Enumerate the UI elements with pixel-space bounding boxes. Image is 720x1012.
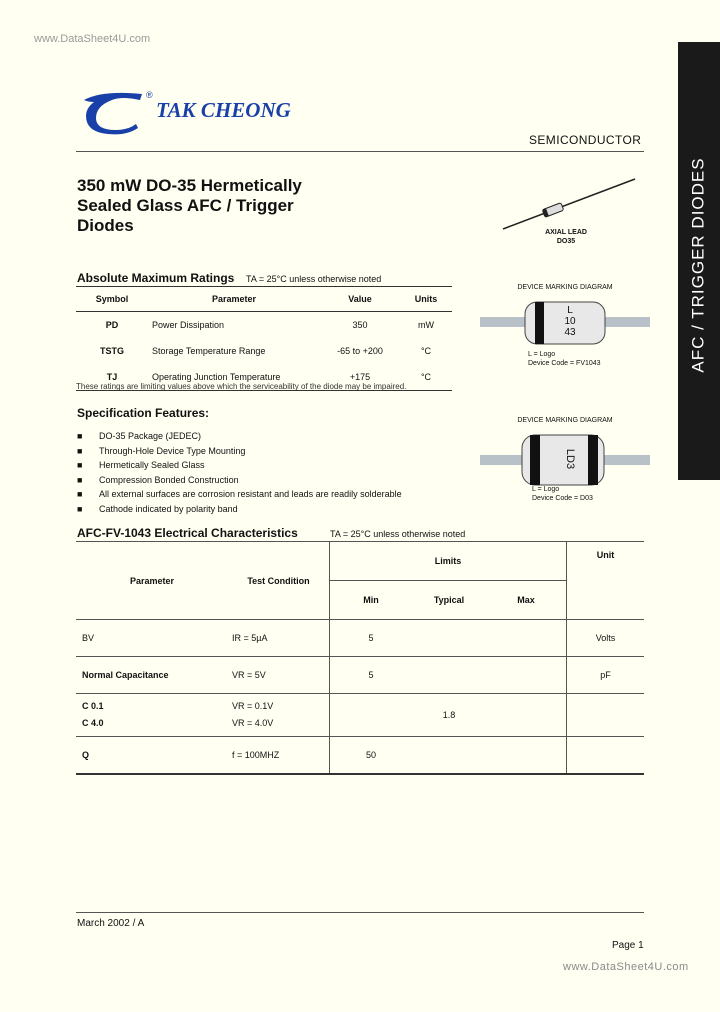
list-item: ■ Cathode indicated by polarity band xyxy=(77,503,238,514)
table-row: TJ Operating Junction Temperature +175 °C xyxy=(76,364,452,391)
abs-max-heading: Absolute Maximum Ratings xyxy=(77,271,235,285)
brand-name: TAK CHEONG xyxy=(156,98,291,122)
features-list xyxy=(77,429,402,517)
table-row: BV IR = 5µA 5 Volts xyxy=(76,620,644,657)
marking-2-code: LD3 xyxy=(564,448,576,470)
marking-2-legend: L = Logo Device Code = D03 xyxy=(532,486,593,502)
page-number: Page 1 xyxy=(612,940,644,951)
marking-1-legend: L = Logo Device Code = FV1043 xyxy=(528,351,601,367)
elec-condition: TA = 25°C unless otherwise noted xyxy=(330,529,466,539)
division-label: SEMICONDUCTOR xyxy=(529,133,642,147)
elec-heading: AFC-FV-1043 Electrical Characteristics xyxy=(77,526,298,540)
registered-mark: ® xyxy=(146,90,153,100)
watermark-bottom: www.DataSheet4U.com xyxy=(563,961,689,973)
axial-diode-icon xyxy=(495,175,645,235)
table-row: TSTG Storage Temperature Range -65 to +200 °C xyxy=(100,346,432,356)
elec-table: Parameter Test Condition Limits Unit Min Typical Max BV IR = 5µA 5 Volts Normal Capacitance VR = 5V 5 pF C 0.1 C 4.0 VR = 0.1V VR = 4.0V 1.8 Q f = 100MHZ 50 xyxy=(76,541,644,775)
side-label: AFC / TRIGGER DIODES xyxy=(689,157,708,373)
header-rule xyxy=(76,151,644,152)
list-item: ■ Compression Bonded Construction xyxy=(77,474,239,485)
table-row: Normal Capacitance VR = 5V 5 pF xyxy=(76,657,644,694)
list-item: ■ Hermetically Sealed Glass xyxy=(77,460,205,471)
table-row: Q f = 100MHZ 50 xyxy=(76,737,644,775)
package-label: AXIAL LEAD DO35 xyxy=(545,229,587,245)
footer-rule xyxy=(76,912,644,913)
marking-title-1: DEVICE MARKING DIAGRAM xyxy=(517,284,613,291)
list-item: ■ Through-Hole Device Type Mounting xyxy=(77,445,246,456)
abs-max-condition: TA = 25°C unless otherwise noted xyxy=(246,274,382,284)
table-row: PD Power Dissipation 350 mW xyxy=(105,320,434,330)
document-title: 350 mW DO-35 Hermetically Sealed Glass AFC / Trigger Diodes xyxy=(77,176,302,235)
tak-cheong-logo-icon xyxy=(82,86,152,136)
list-item: ■ All external surfaces are corrosion resistant and leads are readily solderable xyxy=(77,489,402,500)
list-item: ■ DO-35 Package (JEDEC) xyxy=(77,431,202,441)
abs-max-table xyxy=(76,286,452,391)
watermark-top: www.DataSheet4U.com xyxy=(34,33,151,45)
footer-date: March 2002 / A xyxy=(77,918,145,929)
marking-title-2: DEVICE MARKING DIAGRAM xyxy=(517,417,613,424)
table-row: C 0.1 C 4.0 VR = 0.1V VR = 4.0V 1.8 xyxy=(76,694,644,737)
features-heading: Specification Features: xyxy=(77,406,210,420)
ratings-note: These ratings are limiting values above which the serviceability of the diode may be impaired. xyxy=(76,382,407,391)
marking-1-code: L 10 43 xyxy=(564,305,576,338)
table-header: Symbol Parameter Value Units xyxy=(76,287,452,312)
